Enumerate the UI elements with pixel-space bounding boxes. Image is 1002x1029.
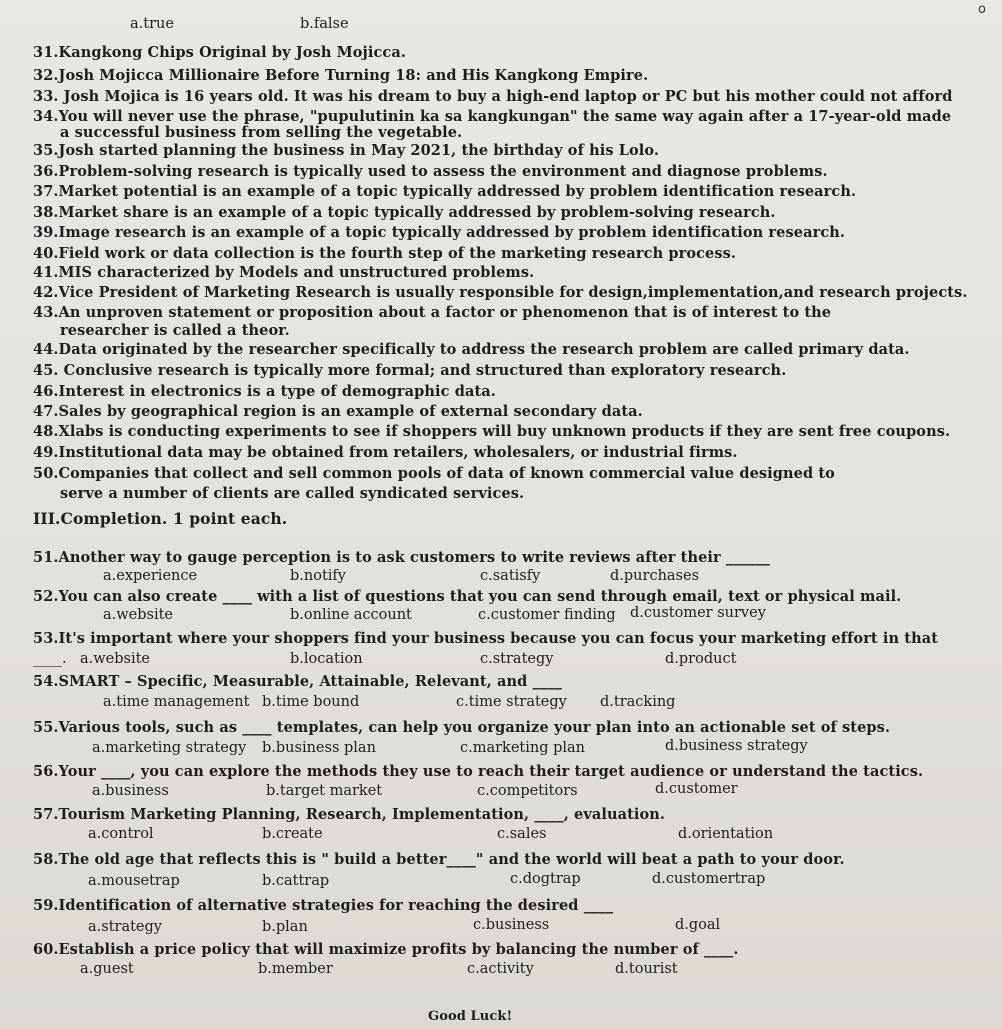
q52-option-b: b.online account [290,607,412,623]
q59-option-a: a.strategy [88,919,162,935]
q54-stem: 54.SMART – Specific, Measurable, Attainable, Relevant, and ____ [33,673,562,690]
tf-item-41: 41.MIS characterized by Models and unstructured problems. [33,264,535,281]
q60-option-b: b.member [258,961,333,977]
q57-option-d: d.orientation [678,826,774,842]
q55-option-a: a.marketing strategy [92,740,247,756]
q53-option-d: d.product [665,651,737,667]
q52-option-d: d.customer survey [630,605,766,621]
q56-option-c: c.competitors [477,783,578,799]
tf-item-46: 46.Interest in electronics is a type of demographic data. [33,383,496,400]
tf-item-45: 45. Conclusive research is typically more formal; and structured than exploratory research. [33,362,787,379]
tf-item-49: 49.Institutional data may be obtained from retailers, wholesalers, or industrial firms. [33,444,738,461]
q57-option-a: a.control [88,826,154,842]
q51-option-d: d.purchases [610,568,700,584]
q54-option-d: d.tracking [600,694,676,710]
q60-option-d: d.tourist [615,961,678,977]
tf-item-43: 43.An unproven statement or proposition about a factor or phenomenon that is of interest to the [33,304,832,321]
q57-option-b: b.create [262,826,323,842]
q59-option-d: d.goal [675,917,721,933]
q59-option-c: c.business [473,917,550,933]
section-title: III.Completion. 1 point each. [33,509,288,528]
top-option-b: b.false [300,16,349,32]
q51-option-a: a.experience [103,568,198,584]
q55-option-d: d.business strategy [665,738,808,754]
tf-item-44: 44.Data originated by the researcher specifically to address the research problem are called primary data. [33,341,910,358]
tf-item-50: 50.Companies that collect and sell common pools of data of known commercial value designed to [33,465,835,482]
q57-stem: 57.Tourism Marketing Planning, Research, Implementation, ____, evaluation. [33,806,666,823]
q53-option-c: c.strategy [480,651,554,667]
q58-option-d: d.customertrap [652,871,766,887]
tf-item-38: 38.Market share is an example of a topic typically addressed by problem-solving research. [33,204,776,221]
tf-item-42: 42.Vice President of Marketing Research is usually responsible for design,implementation,and research projects. [33,284,968,301]
page-corner-mark: o [978,2,986,17]
q54-option-b: b.time bound [262,694,360,710]
q56-option-a: a.business [92,783,169,799]
q58-option-b: b.cattrap [262,873,330,889]
tf-item-47: 47.Sales by geographical region is an example of external secondary data. [33,403,643,420]
q53-option-a: a.website [80,651,151,667]
q54-option-c: c.time strategy [456,694,567,710]
tf-item-33: 33. Josh Mojica is 16 years old. It was his dream to buy a high-end laptop or PC but his mother could not afford [33,88,953,105]
tf-item-50-cont: serve a number of clients are called syndicated services. [60,485,525,502]
q51-stem: 51.Another way to gauge perception is to ask customers to write reviews after their ______ [33,549,771,566]
q58-stem: 58.The old age that reflects this is " build a better____" and the world will beat a path to your door. [33,851,845,868]
q58-option-a: a.mousetrap [88,873,180,889]
tf-item-32: 32.Josh Mojicca Millionaire Before Turning 18: and His Kangkong Empire. [33,67,649,84]
q52-stem: 52.You can also create ____ with a list of questions that you can send through email, text or physical mail. [33,588,902,605]
q60-option-a: a.guest [80,961,134,977]
top-option-a: a.true [130,16,174,32]
q53-blank: ____. [33,651,67,667]
tf-item-34: 34.You will never use the phrase, "pupulutinin ka sa kangkungan" the same way again after a 17-year-old made [33,108,952,125]
q51-option-c: c.satisfy [480,568,541,584]
q53-stem: 53.It's important where your shoppers find your business because you can focus your marketing effort in that [33,630,939,647]
q52-option-c: c.customer finding [478,607,616,623]
q57-option-c: c.sales [497,826,547,842]
q52-option-a: a.website [103,607,174,623]
good-luck-footer: Good Luck! [428,1009,513,1024]
tf-item-36: 36.Problem-solving research is typically used to assess the environment and diagnose problems. [33,163,828,180]
q59-stem: 59.Identification of alternative strategies for reaching the desired ____ [33,897,614,914]
q56-option-d: d.customer [655,781,738,797]
q58-option-c: c.dogtrap [510,871,581,887]
q55-stem: 55.Various tools, such as ____ templates, can help you organize your plan into an actionable set of steps. [33,719,891,736]
tf-item-37: 37.Market potential is an example of a topic typically addressed by problem identification research. [33,183,857,200]
tf-item-48: 48.Xlabs is conducting experiments to see if shoppers will buy unknown products if they are sent free coupons. [33,423,951,440]
tf-item-34-cont: a successful business from selling the vegetable. [60,124,463,141]
q56-option-b: b.target market [266,783,383,799]
q60-stem: 60.Establish a price policy that will maximize profits by balancing the number of ____. [33,941,739,958]
tf-item-39: 39.Image research is an example of a topic typically addressed by problem identification research. [33,224,846,241]
tf-item-35: 35.Josh started planning the business in May 2021, the birthday of his Lolo. [33,142,660,159]
q56-stem: 56.Your ____, you can explore the methods they use to reach their target audience or understand the tactics. [33,763,924,780]
q54-option-a: a.time management [103,694,250,710]
q51-option-b: b.notify [290,568,346,584]
q53-option-b: b.location [290,651,363,667]
q59-option-b: b.plan [262,919,308,935]
tf-item-40: 40.Field work or data collection is the fourth step of the marketing research process. [33,245,737,262]
q60-option-c: c.activity [467,961,534,977]
tf-item-43-cont: researcher is called a theor. [60,322,290,339]
q55-option-b: b.business plan [262,740,376,756]
q55-option-c: c.marketing plan [460,740,586,756]
tf-item-31: 31.Kangkong Chips Original by Josh Mojicca. [33,44,406,61]
